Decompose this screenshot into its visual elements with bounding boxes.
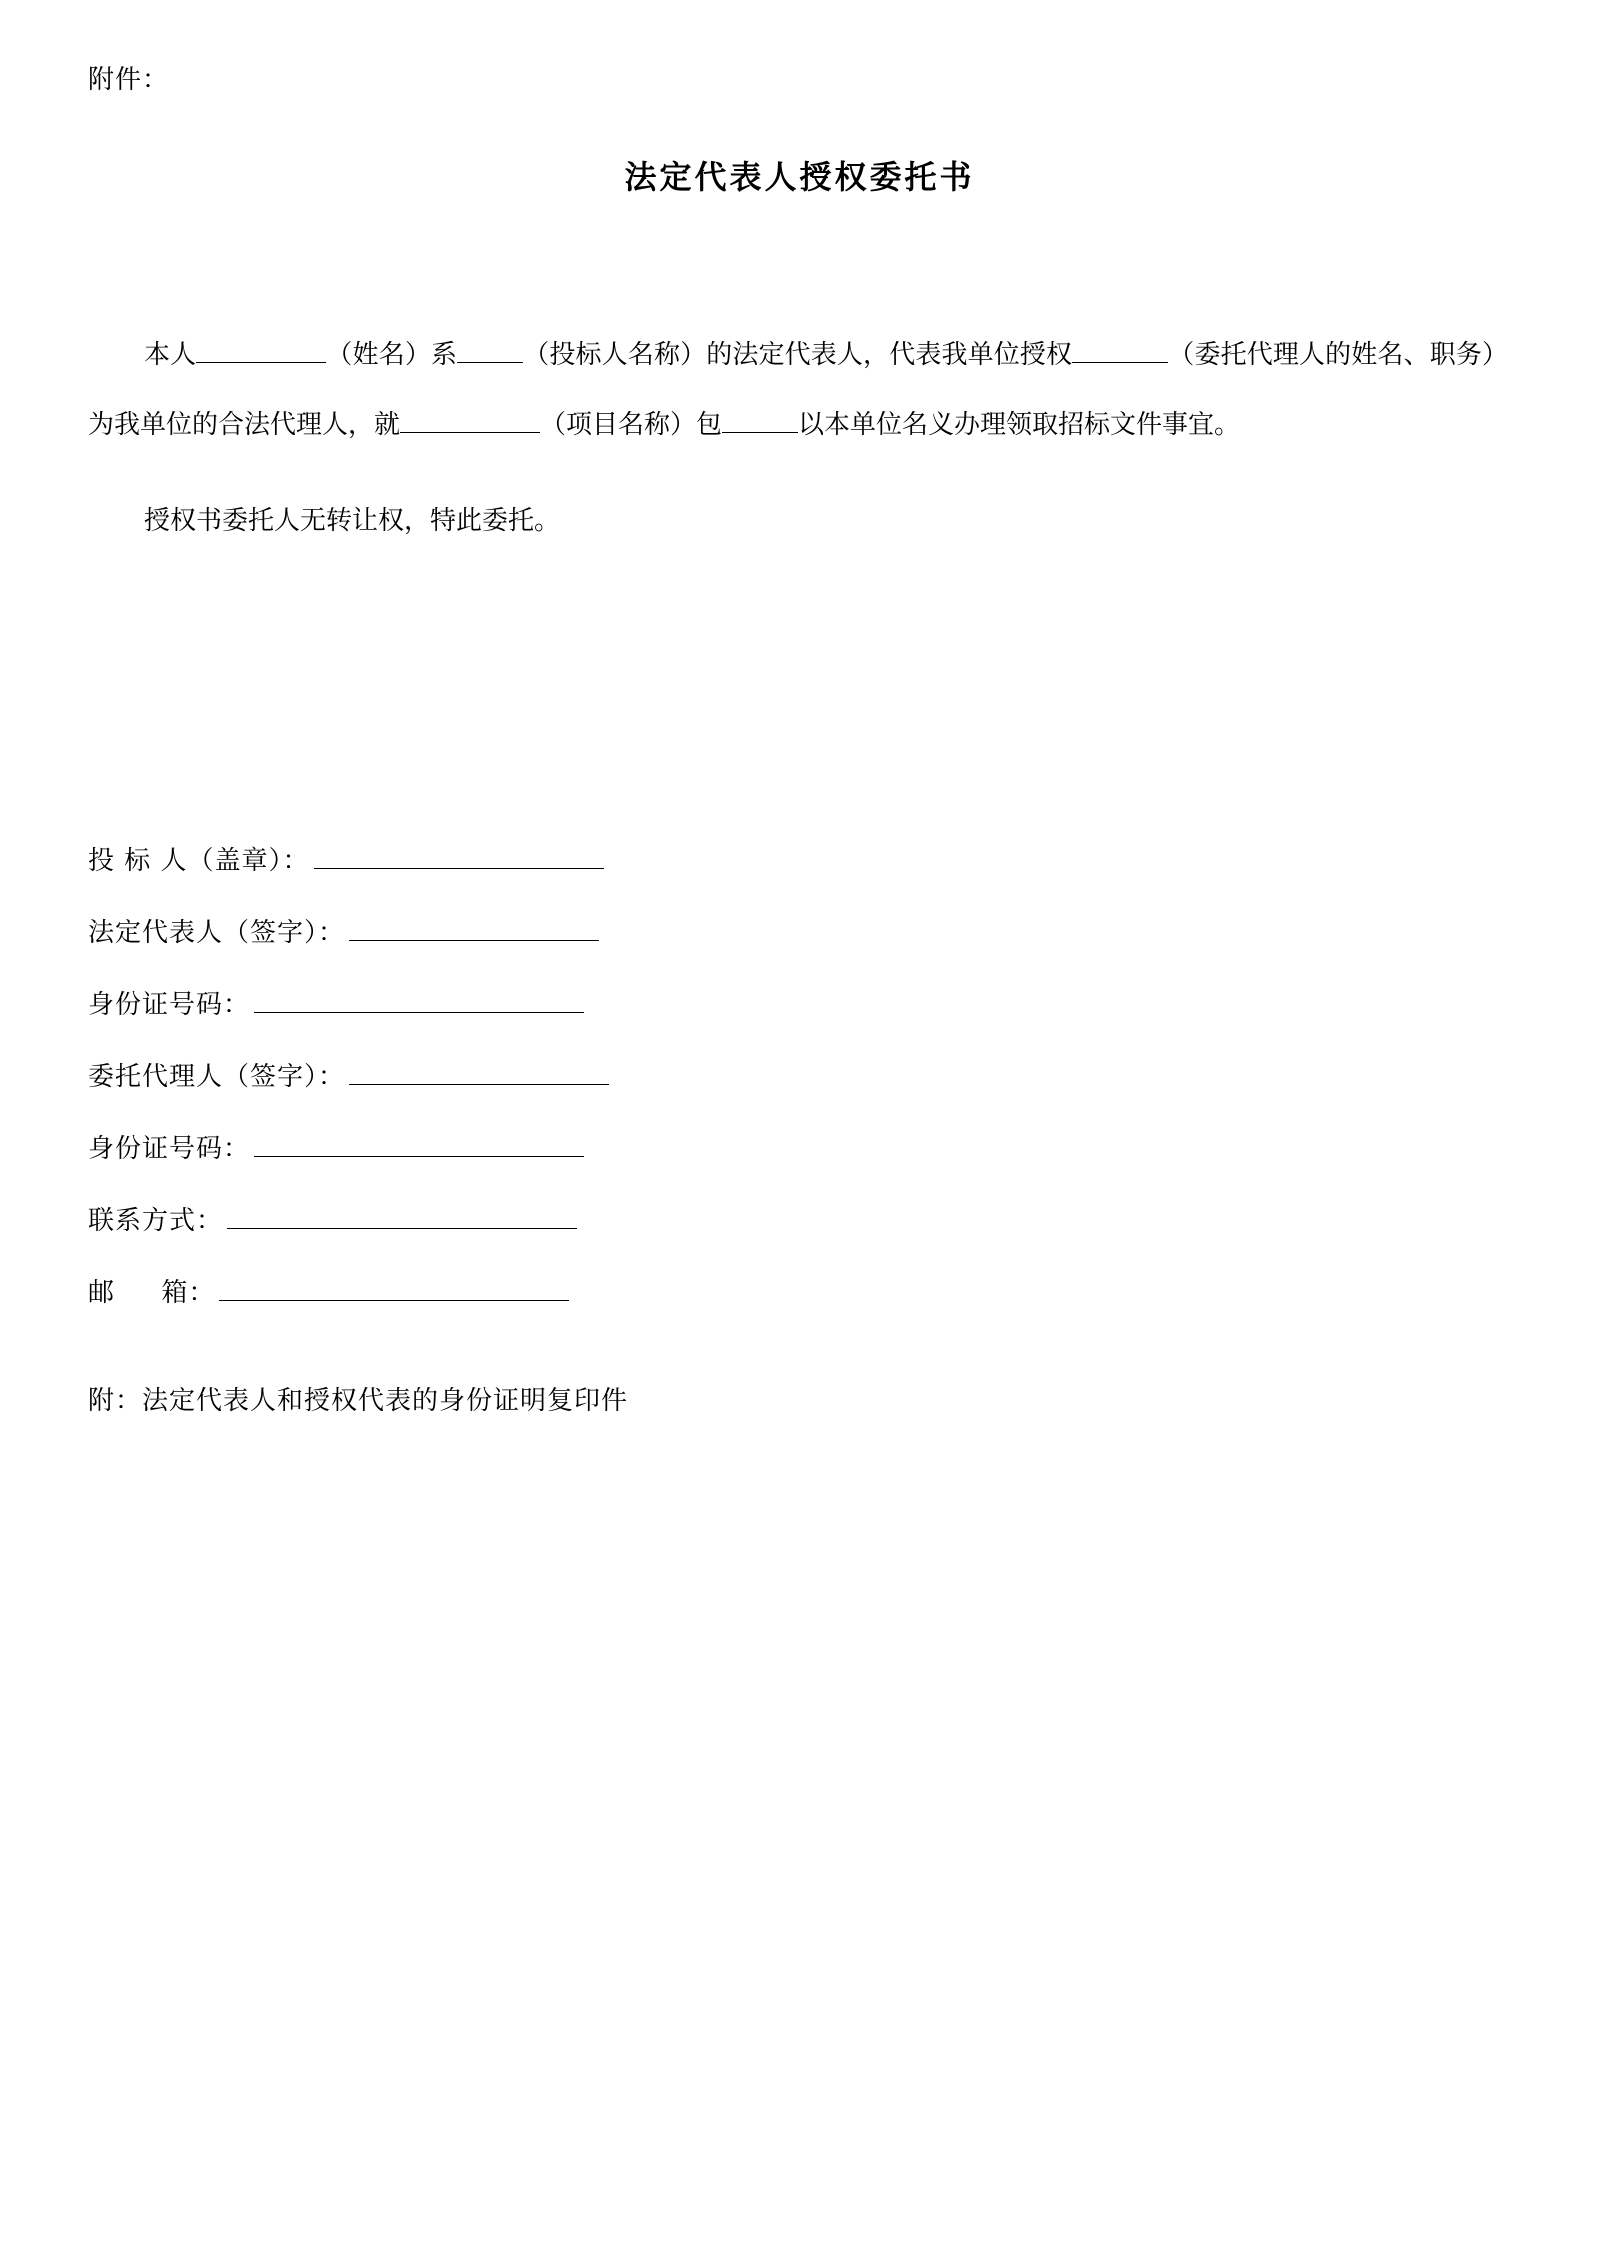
field-input-agent-signature[interactable] — [349, 1058, 609, 1085]
p1-segment-6: 以本单位名义办理领取招标文件事宜。 — [798, 410, 1241, 440]
field-label: 投 标 人（盖章）： — [88, 846, 310, 876]
field-label: 身份证号码： — [88, 990, 251, 1020]
field-label: 身份证号码： — [88, 1134, 251, 1164]
paragraph-authorization — [88, 320, 1508, 460]
body-text — [88, 320, 1508, 556]
page-title: 法定代表人授权委托书 — [624, 158, 975, 196]
field-input-agent-id[interactable] — [254, 1130, 584, 1157]
attachment-label: 附件： — [88, 65, 170, 95]
field-input-email[interactable] — [219, 1274, 569, 1301]
blank-agent[interactable] — [1072, 336, 1168, 363]
field-row-contact — [88, 1200, 1088, 1272]
blank-package[interactable] — [722, 406, 798, 433]
blank-bidder-name[interactable] — [457, 336, 523, 363]
field-input-legal-rep-id[interactable] — [254, 986, 584, 1013]
field-input-legal-rep-signature[interactable] — [349, 914, 599, 941]
footnote-attachment-note: 附：法定代表人和授权代表的身份证明复印件 — [88, 1386, 629, 1416]
field-row-legal-rep-signature — [88, 912, 1088, 984]
p1-segment-5: （项目名称）包 — [540, 410, 723, 440]
field-label: 邮 箱： — [88, 1278, 216, 1308]
blank-project-name[interactable] — [400, 406, 540, 433]
field-row-agent-id — [88, 1128, 1088, 1200]
p1-segment-2: （姓名）系 — [326, 340, 458, 370]
p1-segment-4: （委托代理人的姓名、职务）为我单位的合法代理人，就 — [88, 340, 1508, 440]
signature-block — [88, 840, 1088, 1344]
field-row-legal-rep-id — [88, 984, 1088, 1056]
field-row-bidder-seal — [88, 840, 1088, 912]
field-label: 法定代表人（签字）： — [88, 918, 346, 948]
field-label: 联系方式： — [88, 1206, 224, 1236]
field-input-contact[interactable] — [227, 1202, 577, 1229]
field-row-email — [88, 1272, 1088, 1344]
blank-name[interactable] — [196, 336, 326, 363]
paragraph-no-transfer: 授权书委托人无转让权，特此委托。 — [144, 506, 561, 536]
field-row-agent-signature — [88, 1056, 1088, 1128]
field-input-bidder-seal[interactable] — [314, 842, 604, 869]
field-label: 委托代理人（签字）： — [88, 1062, 346, 1092]
p1-segment-1: 本人 — [144, 340, 197, 370]
p1-segment-3: （投标人名称）的法定代表人，代表我单位授权 — [523, 340, 1073, 370]
